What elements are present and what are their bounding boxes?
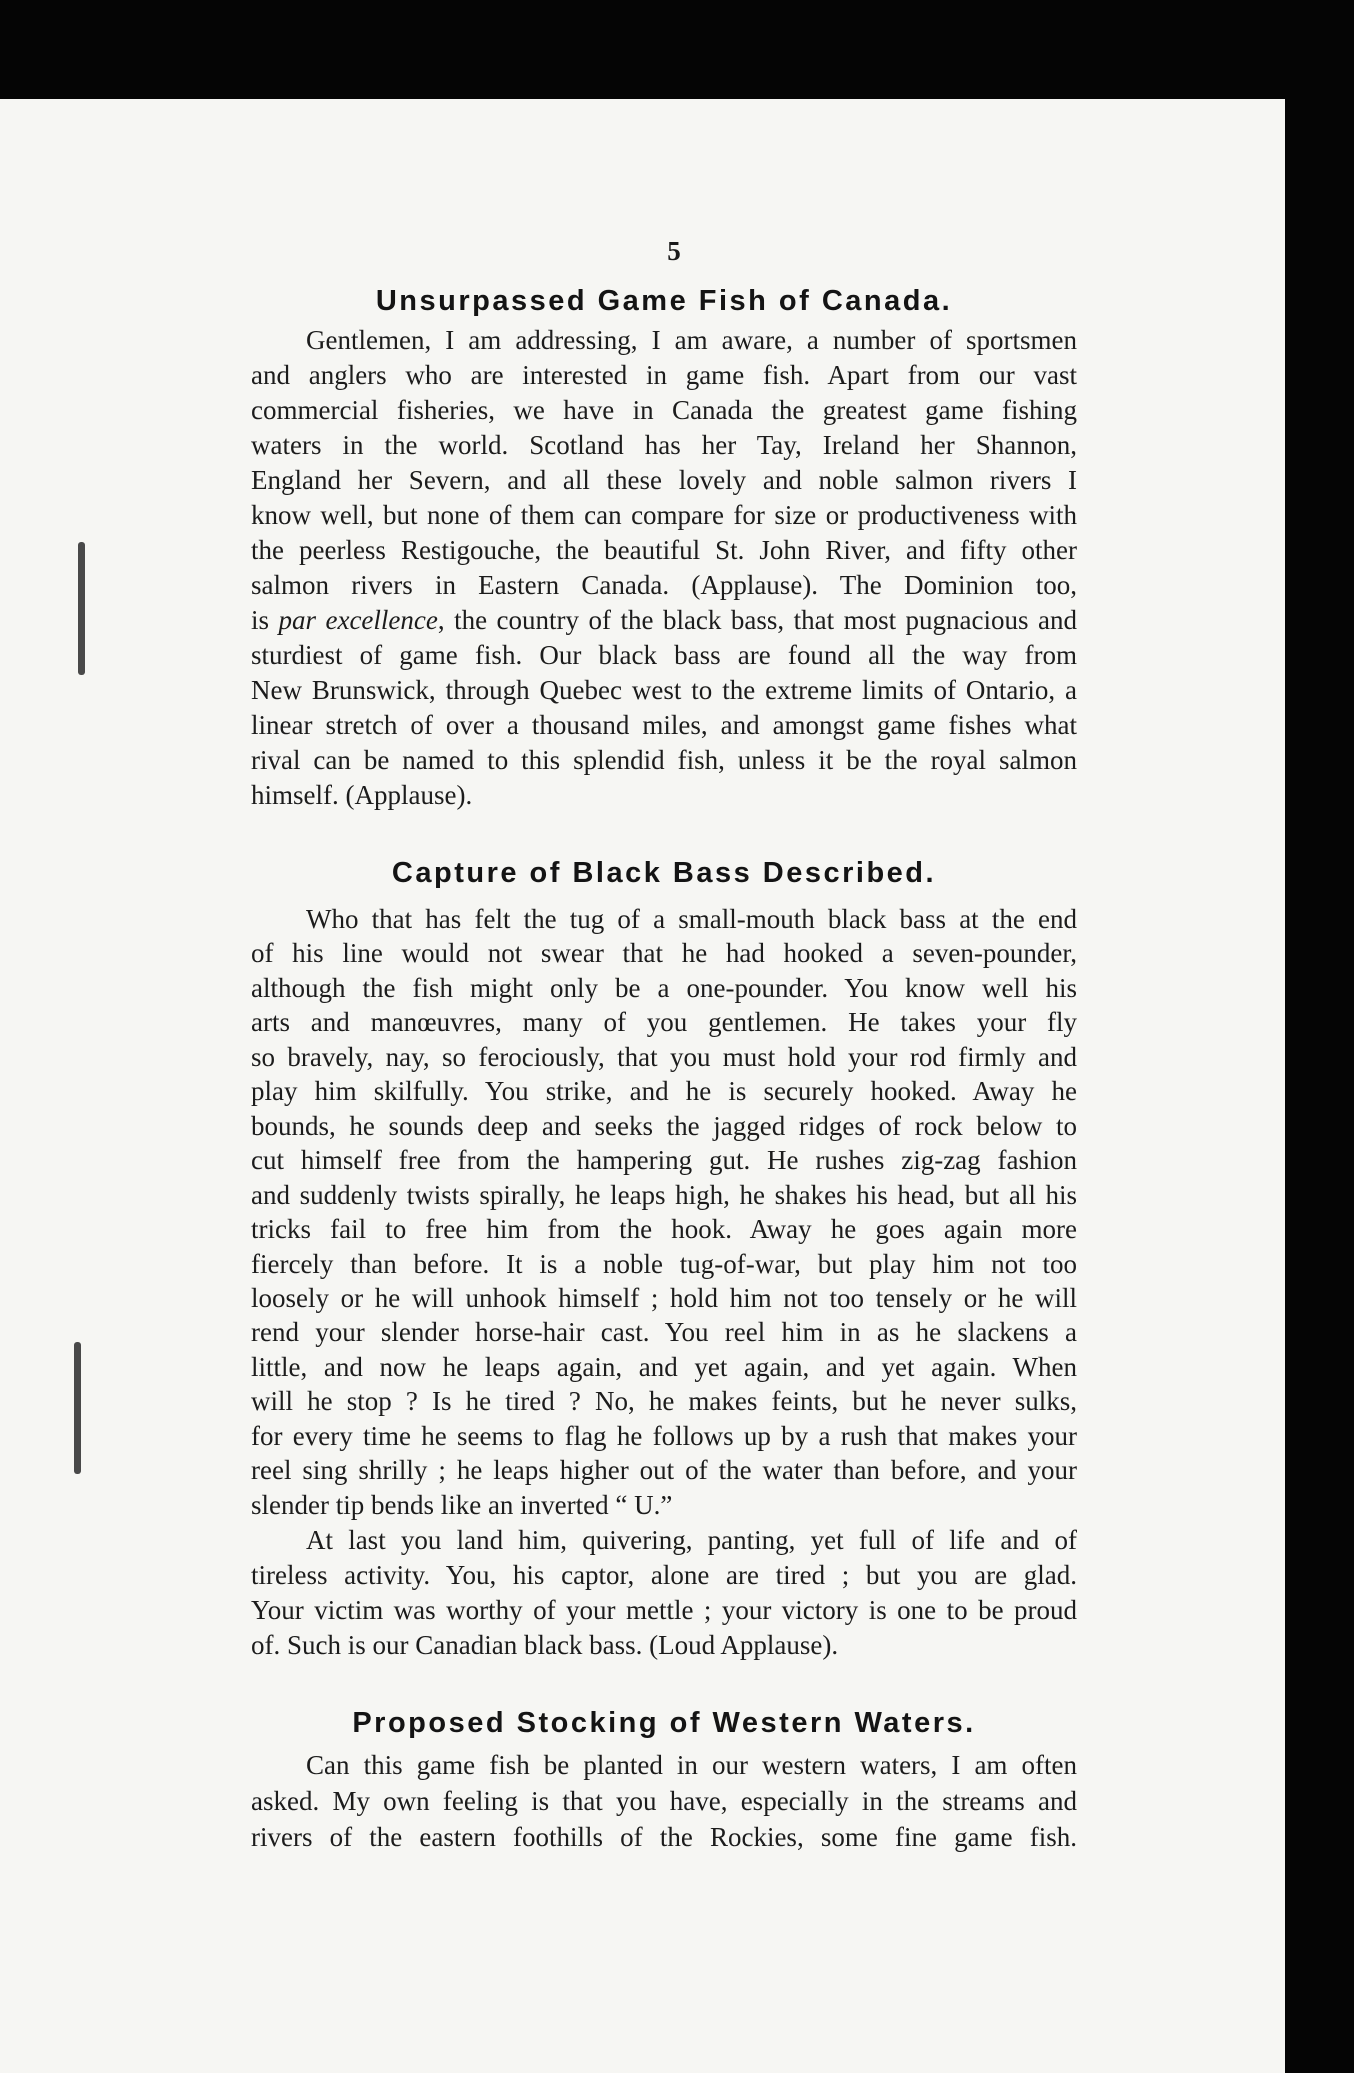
- text-line: little, and now he leaps again, and yet again, and yet again. When: [251, 1351, 1077, 1382]
- text-line: himself. (Applause).: [251, 780, 473, 810]
- text-line: [251, 603, 1077, 638]
- text-segment: , the country of the black bass, that most pugnacious and: [437, 605, 1077, 635]
- text-line: commercial fisheries, we have in Canada the greatest game fishing: [251, 395, 1077, 425]
- binding-mark: [74, 1342, 81, 1474]
- text-line: rend your slender horse-hair cast. You reel him in as he slackens a: [251, 1317, 1077, 1348]
- section-heading: Capture of Black Bass Described.: [391, 857, 937, 889]
- text-line: Your victim was worthy of your mettle ; your victory is one to be proud: [251, 1595, 1077, 1625]
- text-line: and suddenly twists spirally, he leaps high, he shakes his head, but all his: [251, 1179, 1077, 1210]
- text-line: sturdiest of game fish. Our black bass are found all the way from: [251, 640, 1077, 670]
- paragraph: [251, 1747, 1077, 1855]
- paragraph: [251, 902, 1077, 1522]
- text-line: loosely or he will unhook himself ; hold him not too tensely or he will: [251, 1282, 1077, 1313]
- text-line: will he stop ? Is he tired ? No, he makes feints, but he never sulks,: [251, 1386, 1077, 1417]
- text-line: and anglers who are interested in game fish. Apart from our vast: [251, 360, 1077, 390]
- text-line: waters in the world. Scotland has her Tay, Ireland her Shannon,: [251, 430, 1077, 460]
- section-heading: Proposed Stocking of Western Waters.: [352, 1707, 976, 1739]
- text-line: cut himself free from the hampering gut. He rushes zig-zag fashion: [251, 1145, 1077, 1176]
- text-line: play him skilfully. You strike, and he is securely hooked. Away he: [251, 1076, 1077, 1107]
- text-line: Gentlemen, I am addressing, I am aware, a number of sportsmen: [306, 325, 1077, 355]
- page-number: 5: [667, 236, 681, 266]
- text-line: rival can be named to this splendid fish, unless it be the royal salmon: [251, 745, 1077, 775]
- text-line: asked. My own feeling is that you have, especially in the streams and: [251, 1786, 1077, 1816]
- text-line: so bravely, nay, so ferociously, that you must hold your rod firmly and: [251, 1041, 1077, 1072]
- paragraph: [251, 323, 1077, 813]
- text-line: of. Such is our Canadian black bass. (Loud Applause).: [251, 1630, 839, 1660]
- text-line: know well, but none of them can compare for size or productiveness with: [251, 500, 1077, 530]
- section-heading: Unsurpassed Game Fish of Canada.: [375, 285, 953, 317]
- text-line: linear stretch of over a thousand miles, and amongst game fishes what: [251, 710, 1077, 740]
- text-segment: is: [251, 605, 270, 635]
- text-line: although the fish might only be a one-pounder. You know well his: [251, 972, 1077, 1003]
- text-line: tireless activity. You, his captor, alone are tired ; but you are glad.: [251, 1560, 1077, 1590]
- text-line: of his line would not swear that he had hooked a seven-pounder,: [251, 938, 1077, 969]
- text-line: England her Severn, and all these lovely and noble salmon rivers I: [251, 465, 1077, 495]
- text-line: for every time he seems to flag he follows up by a rush that makes your: [251, 1420, 1077, 1451]
- text-line: reel sing shrilly ; he leaps higher out of the water than before, and your: [251, 1455, 1077, 1486]
- text-line: bounds, he sounds deep and seeks the jagged ridges of rock below to: [251, 1110, 1077, 1141]
- text-line: fiercely than before. It is a noble tug-of-war, but play him not too: [251, 1248, 1077, 1279]
- text-line: Can this game fish be planted in our western waters, I am often: [306, 1750, 1077, 1780]
- text-line: Who that has felt the tug of a small-mouth black bass at the end: [306, 904, 1077, 934]
- text-line: the peerless Restigouche, the beautiful St. John River, and fifty other: [251, 535, 1077, 565]
- paragraph: [251, 1523, 1077, 1663]
- text-line: tricks fail to free him from the hook. Away he goes again more: [251, 1214, 1077, 1245]
- text-line: slender tip bends like an inverted “ U.”: [251, 1489, 673, 1520]
- italic-phrase: par excellence: [278, 605, 438, 635]
- text-line: New Brunswick, through Quebec west to the extreme limits of Ontario, a: [251, 675, 1077, 705]
- binding-mark: [78, 542, 85, 675]
- text-line: salmon rivers in Eastern Canada. (Applause). The Dominion too,: [251, 570, 1077, 600]
- text-line: At last you land him, quivering, panting, yet full of life and of: [306, 1525, 1077, 1555]
- text-line: arts and manœuvres, many of you gentlemen. He takes your fly: [251, 1007, 1077, 1038]
- text-line: rivers of the eastern foothills of the Rockies, some fine game fish.: [251, 1822, 1077, 1852]
